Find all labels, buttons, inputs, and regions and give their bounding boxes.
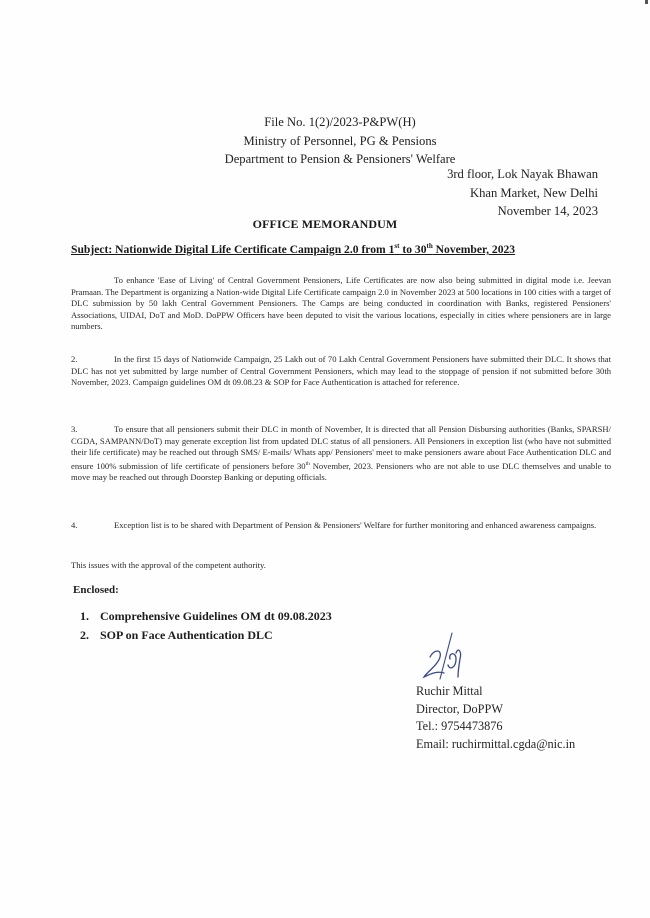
subject-text: Subject: Nationwide Digital Life Certificate Campaign 2.0 from 1 bbox=[71, 242, 395, 256]
department-name: Department to Pension & Pensioners' Welfare bbox=[224, 152, 456, 166]
enclosure-index: 1. bbox=[80, 609, 89, 623]
paragraph-1 bbox=[71, 275, 611, 333]
paragraph-3-text: To ensure that all pensioners submit their DLC in month of November, It is directed that all Pension Disbursing authorities (Banks, SPARSH/ CGDA, SAMPANN/DoT) may generate exception list from updated DLC status of all pensioners. All Pensioners in exception list (who have not submitted their life certificate) may be reached out through SMS/ E-mails/ Whats app/ Pensioners' meet to make pensioners aware about Face Authentication DLC and ensure 100% submission of life certificate of pensioners before 30 bbox=[71, 424, 611, 471]
file-number: File No. 1(2)/2023-P&PW(H) bbox=[264, 115, 416, 129]
enclosure-label: SOP on Face Authentication DLC bbox=[100, 628, 273, 642]
address-line-2: Khan Market, New Delhi bbox=[470, 185, 598, 200]
approval-note: This issues with the approval of the competent authority. bbox=[71, 560, 266, 570]
handwritten-signature-icon bbox=[418, 627, 478, 683]
paragraph-3 bbox=[71, 424, 611, 484]
paragraph-2 bbox=[71, 354, 611, 389]
signatory-designation: Director, DoPPW bbox=[416, 701, 503, 716]
signatory-block bbox=[416, 683, 575, 753]
paragraph-4-number: 4. bbox=[71, 520, 78, 530]
address-line-1: 3rd floor, Lok Nayak Bhawan bbox=[447, 167, 598, 181]
memo-date: November 14, 2023 bbox=[497, 204, 598, 218]
paragraph-4-text: Exception list is to be shared with Department of Pension & Pensioners' Welfare for further monitoring and enhanced awareness campaigns. bbox=[114, 520, 597, 530]
ministry-name: Ministry of Personnel, PG & Pensions bbox=[243, 133, 437, 148]
paragraph-4 bbox=[71, 520, 611, 532]
subject-text-mid: to 30 bbox=[399, 242, 427, 256]
enclosure-item bbox=[80, 607, 332, 626]
letterhead bbox=[200, 113, 480, 169]
signatory-phone: Tel.: 9754473876 bbox=[416, 719, 503, 733]
signatory-email: Email: ruchirmittal.cgda@nic.in bbox=[416, 736, 576, 751]
scan-mark bbox=[645, 0, 648, 4]
enclosure-item bbox=[80, 626, 332, 645]
enclosure-index: 2. bbox=[80, 628, 89, 642]
subject-line bbox=[71, 242, 515, 256]
enclosures-list bbox=[80, 607, 332, 645]
paragraph-2-number: 2. bbox=[71, 354, 78, 364]
subject-text-end: November, 2023 bbox=[432, 242, 516, 256]
enclosure-label: Comprehensive Guidelines OM dt 09.08.2023 bbox=[100, 609, 332, 623]
enclosed-heading: Enclosed: bbox=[73, 584, 119, 596]
paragraph-2-text: In the first 15 days of Nationwide Campaign, 25 Lakh out of 70 Lakh Central Government Pensioners have submitted their DLC. It shows that DLC has not yet submitted by large number of Central Government Pensioners, which may lead to the stoppage of pension if not submitted before 30th November, 2023. Campaign guidelines OM dt 09.08.23 & SOP for Face Authentication is attached for reference. bbox=[71, 354, 611, 388]
paragraph-3-text-end: November, 2023. Pensioners who are not able to use DLC themselves and unable to move may be reached out through Doorstep Banking or deputing officials. bbox=[71, 460, 612, 483]
subject-sup-th: th bbox=[426, 242, 433, 250]
paragraph-3-sup: th bbox=[305, 460, 310, 467]
paragraph-3-number: 3. bbox=[71, 424, 78, 434]
signatory-name: Ruchir Mittal bbox=[416, 684, 483, 698]
paragraph-1-text: To enhance 'Ease of Living' of Central Government Pensioners, Life Certificates are now also being submitted in digital mode i.e. Jeevan Pramaan. The Department is organizing a Nation-wide Digital Life Certificate campaign 2.0 in November 2023 at 500 locations in 100 cities with a target of DLC submission by 50 lakh Central Government Pensioners. The Camps are being conducted in coordination with Banks, registered Pensioners' Associations, UIDAI, DoT and MoD. DoPPW Officers have been deputed to visit the various locations, especially in cities where pensioners are in large numbers. bbox=[71, 275, 611, 332]
address-block bbox=[447, 165, 598, 221]
subject-sup-st: st bbox=[394, 242, 400, 250]
memo-title: OFFICE MEMORANDUM bbox=[252, 217, 398, 231]
